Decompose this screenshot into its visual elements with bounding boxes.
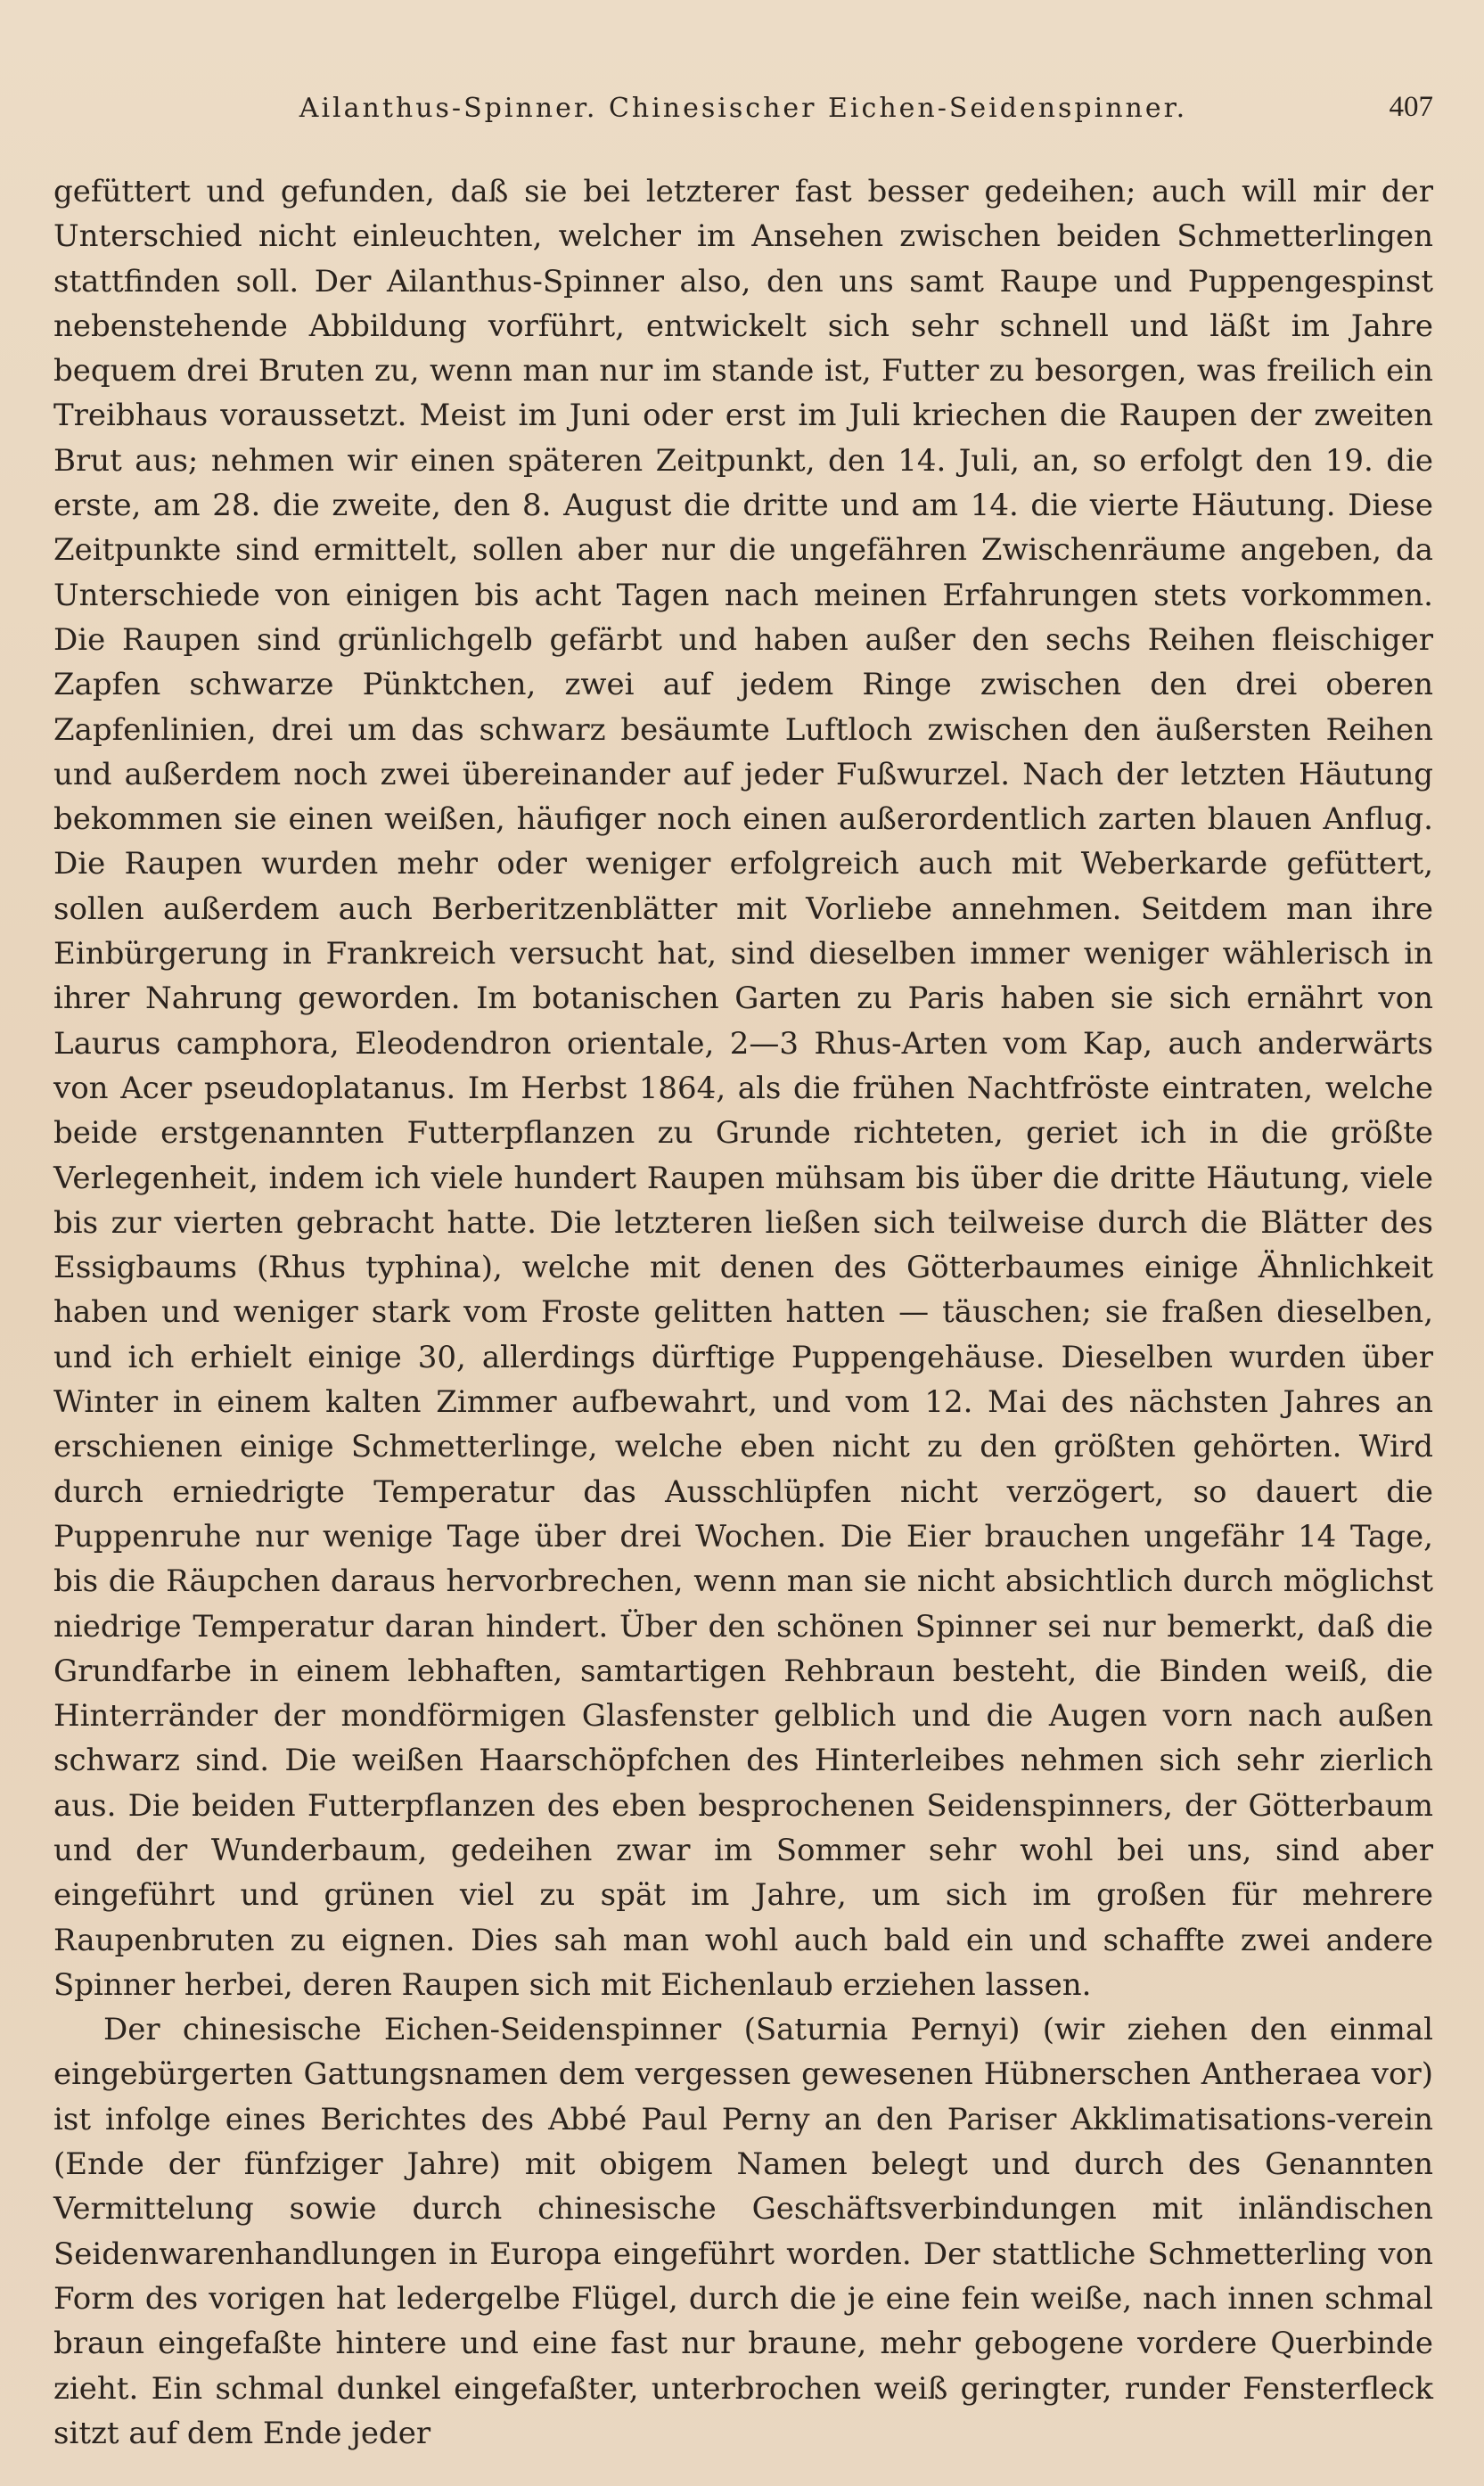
page-header xyxy=(53,82,1433,135)
page-number: 407 xyxy=(1389,91,1433,123)
paragraph: gefüttert und gefunden, daß sie bei letzterer fast besser gedeihen; auch will mir der Unterschied nicht einleuchten, welcher im Ansehen zwischen beiden Schmetterlingen stattfinden soll. Der Ailanthus-Spinner also, den uns samt Raupe und Puppengespinst nebenstehende Abbildung vorführt, entwickelt sich sehr schnell und läßt im Jahre bequem drei Bruten zu, wenn man nur im stande ist, Futter zu besorgen, was freilich ein Treibhaus voraussetzt. Meist im Juni oder erst im Juli kriechen die Raupen der zweiten Brut aus; nehmen wir einen späteren Zeitpunkt, den 14. Juli, an, so erfolgt den 19. die erste, am 28. die zweite, den 8. August die dritte und am 14. die vierte Häutung. Diese Zeitpunkte sind ermittelt, sollen aber nur die ungefähren Zwischenräume angeben, da Unterschiede von einigen bis acht Tagen nach meinen Erfahrungen stets vorkommen. Die Raupen sind grünlichgelb gefärbt und haben außer den sechs Reihen fleischiger Zapfen schwarze Pünktchen, zwei auf jedem Ringe zwischen den drei oberen Zapfenlinien, drei um das schwarz besäumte Luftloch zwischen den äußersten Reihen und außerdem noch zwei übereinander auf jeder Fußwurzel. Nach der letzten Häutung bekommen sie einen weißen, häufiger noch einen außerordentlich zarten blauen Anflug. Die Raupen wurden mehr oder weniger erfolgreich auch mit Weberkarde gefüttert, sollen außerdem auch Berberitzenblätter mit Vorliebe annehmen. Seitdem man ihre Einbürgerung in Frankreich versucht hat, sind dieselben immer weniger wählerisch in ihrer Nahrung geworden. Im botanischen Garten zu Paris haben sie sich ernährt von Laurus camphora, Eleodendron orientale, 2—3 Rhus-Arten vom Kap, auch anderwärts von Acer pseudoplatanus. Im Herbst 1864, als die frühen Nachtfröste eintraten, welche beide erstgenannten Futterpflanzen zu Grunde richteten, geriet ich in die größte Verlegenheit, indem ich viele hundert Raupen mühsam bis über die dritte Häutung, viele bis zur vierten gebracht hatte. Die letzteren ließen sich teilweise durch die Blätter des Essigbaums (Rhus typhina), welche mit denen des Götterbaumes einige Ähnlichkeit haben und weniger stark vom Froste gelitten hatten — täuschen; sie fraßen dieselben, und ich erhielt einige 30, allerdings dürftige Puppengehäuse. Dieselben wurden über Winter in einem kalten Zimmer aufbewahrt, und vom 12. Mai des nächsten Jahres an erschienen einige Schmetterlinge, welche eben nicht zu den größten gehörten. Wird durch erniedrigte Temperatur das Ausschlüpfen nicht verzögert, so dauert die Puppenruhe nur wenige Tage über drei Wochen. Die Eier brauchen ungefähr 14 Tage, bis die Räupchen daraus hervorbrechen, wenn man sie nicht absichtlich durch möglichst niedrige Temperatur daran hindert. Über den schönen Spinner sei nur bemerkt, daß die Grundfarbe in einem lebhaften, samtartigen Rehbraun besteht, die Binden weiß, die Hinterränder der mondförmigen Glasfenster gelblich und die Augen vorn nach außen schwarz sind. Die weißen Haarschöpfchen des Hinterleibes nehmen sich sehr zierlich aus. Die beiden Futterpflanzen des eben besprochenen Seidenspinners, der Götterbaum und der Wunderbaum, gedeihen zwar im Sommer sehr wohl bei uns, sind aber eingeführt und grünen viel zu spät im Jahre, um sich im großen für mehrere Raupenbruten zu eignen. Dies sah man wohl auch bald ein und schaffte zwei andere Spinner herbei, deren Raupen sich mit Eichenlaub erziehen lassen. xyxy=(53,174,1433,2003)
paragraph: Der chinesische Eichen-Seidenspinner (Saturnia Pernyi) (wir ziehen den einmal eingebürgerten Gattungsnamen dem vergessen gewesenen Hübnerschen Antheraea vor) ist infolge eines Berichtes des Abbé Paul Perny an den Pariser Akklimatisations-verein (Ende der fünfziger Jahre) mit obigem Namen belegt und durch des Genannten Vermittelung sowie durch chinesische Geschäftsverbindungen mit inländischen Seidenwarenhandlungen in Europa eingeführt worden. Der stattliche Schmetterling von Form des vorigen hat ledergelbe Flügel, durch die je eine fein weiße, nach innen schmal braun eingefaßte hintere und eine fast nur braune, mehr gebogene vordere Querbinde zieht. Ein schmal dunkel eingefaßter, unterbrochen weiß geringter, runder Fensterfleck sitzt auf dem Ende jeder xyxy=(53,2012,1433,2451)
body-text xyxy=(53,169,1433,2456)
running-head: Ailanthus-Spinner. Chinesischer Eichen-Seidenspinner. xyxy=(299,93,1188,124)
book-page xyxy=(53,82,1433,2451)
